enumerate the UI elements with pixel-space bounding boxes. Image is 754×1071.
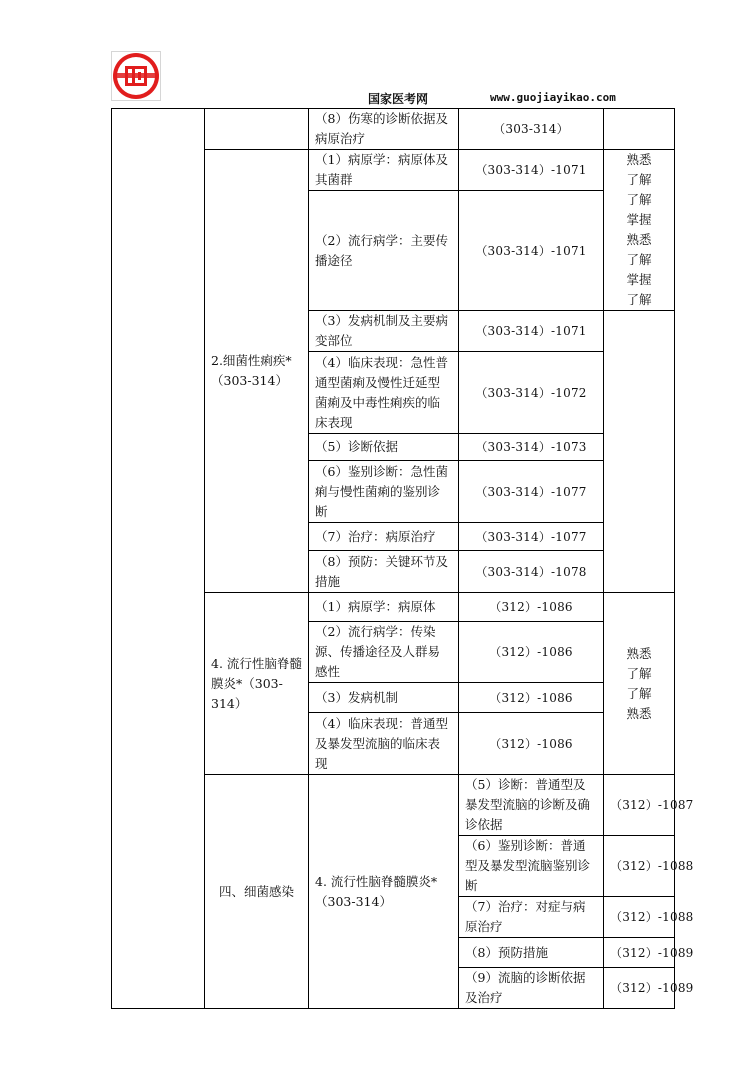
item-cell: （7）治疗：对症与病原治疗 xyxy=(459,897,604,938)
item-cell: （5）诊断：普通型及暴发型流脑的诊断及确诊依据 xyxy=(459,775,604,836)
level-cell xyxy=(604,150,675,311)
unit-cell: 四、细菌感染 xyxy=(205,775,309,1009)
subunit-cell-empty xyxy=(205,109,309,150)
ref-cell: （312）-1086 xyxy=(459,683,604,713)
subunit-cell: 4. 流行性脑脊髓膜炎*（303-314） xyxy=(309,775,459,1009)
item-cell: （4）临床表现：急性普通型菌痢及慢性迁延型菌痢及中毒性痢疾的临床表现 xyxy=(309,352,459,434)
ref-cell: （312）-1088 xyxy=(604,836,675,897)
item-cell: （6）鉴别诊断：急性菌痢与慢性菌痢的鉴别诊断 xyxy=(309,461,459,523)
ref-cell: （303-314）-1071 xyxy=(459,191,604,311)
item-cell: （9）流脑的诊断依据及治疗 xyxy=(459,968,604,1009)
level-label: 掌握 xyxy=(626,212,652,227)
level-label: 了解 xyxy=(626,685,652,701)
ref-cell: （312）-1086 xyxy=(459,622,604,683)
subunit-cell: 2.细菌性痢疾*（303-314） xyxy=(205,150,309,593)
ref-cell: （312）-1087 xyxy=(604,775,675,836)
level-cell-empty xyxy=(604,109,675,150)
subunit-cell: 4. 流行性脑脊髓膜炎*（303-314） xyxy=(205,593,309,775)
item-cell: （4）临床表现：普通型及暴发型流脑的临床表现 xyxy=(309,713,459,775)
ref-cell: （303-314）-1078 xyxy=(459,551,604,593)
ref-cell: （312）-1086 xyxy=(459,593,604,622)
level-cell-empty xyxy=(604,311,675,593)
ref-cell: （303-314） xyxy=(459,109,604,150)
item-cell: （2）流行病学：传染源、传播途径及人群易感性 xyxy=(309,622,459,683)
syllabus-table xyxy=(111,108,694,1009)
ref-cell: （303-314）-1073 xyxy=(459,434,604,461)
unit-cell-empty xyxy=(112,109,205,1009)
level-label: 熟悉 xyxy=(626,645,652,661)
level-label: 掌握 xyxy=(626,272,652,287)
item-cell: （8）预防措施 xyxy=(459,938,604,968)
ref-cell: （312）-1089 xyxy=(604,968,675,1009)
level-cell xyxy=(604,593,675,775)
item-cell: （1）病原学：病原体及其菌群 xyxy=(309,150,459,191)
level-label: 了解 xyxy=(626,192,652,207)
table-row xyxy=(112,109,675,150)
level-label: 了解 xyxy=(626,252,652,267)
item-cell: （5）诊断依据 xyxy=(309,434,459,461)
level-label: 熟悉 xyxy=(626,152,652,167)
ref-cell: （303-314）-1072 xyxy=(459,352,604,434)
ref-cell: （312）-1088 xyxy=(604,897,675,938)
site-url: www.guojiayikao.com xyxy=(490,91,616,104)
level-label: 熟悉 xyxy=(626,705,652,721)
level-label: 了解 xyxy=(626,292,652,307)
level-label: 熟悉 xyxy=(626,232,652,247)
item-cell: （2）流行病学：主要传播途径 xyxy=(309,191,459,311)
item-cell: （1）病原学：病原体 xyxy=(309,593,459,622)
item-cell: （8）伤寒的诊断依据及病原治疗 xyxy=(309,109,459,150)
level-label: 了解 xyxy=(626,665,652,681)
ref-cell: （312）-1086 xyxy=(459,713,604,775)
level-label: 了解 xyxy=(626,172,652,187)
item-cell: （6）鉴别诊断：普通型及暴发型流脑鉴别诊断 xyxy=(459,836,604,897)
item-cell: （3）发病机制及主要病变部位 xyxy=(309,311,459,352)
ref-cell: （303-314）-1071 xyxy=(459,150,604,191)
item-cell: （3）发病机制 xyxy=(309,683,459,713)
ref-cell: （303-314）-1071 xyxy=(459,311,604,352)
item-cell: （8）预防：关键环节及措施 xyxy=(309,551,459,593)
ref-cell: （303-314）-1077 xyxy=(459,461,604,523)
logo-icon xyxy=(111,51,161,101)
site-name: 国家医考网 xyxy=(368,92,429,106)
ref-cell: （312）-1089 xyxy=(604,938,675,968)
ref-cell: （303-314）-1077 xyxy=(459,523,604,551)
item-cell: （7）治疗：病原治疗 xyxy=(309,523,459,551)
